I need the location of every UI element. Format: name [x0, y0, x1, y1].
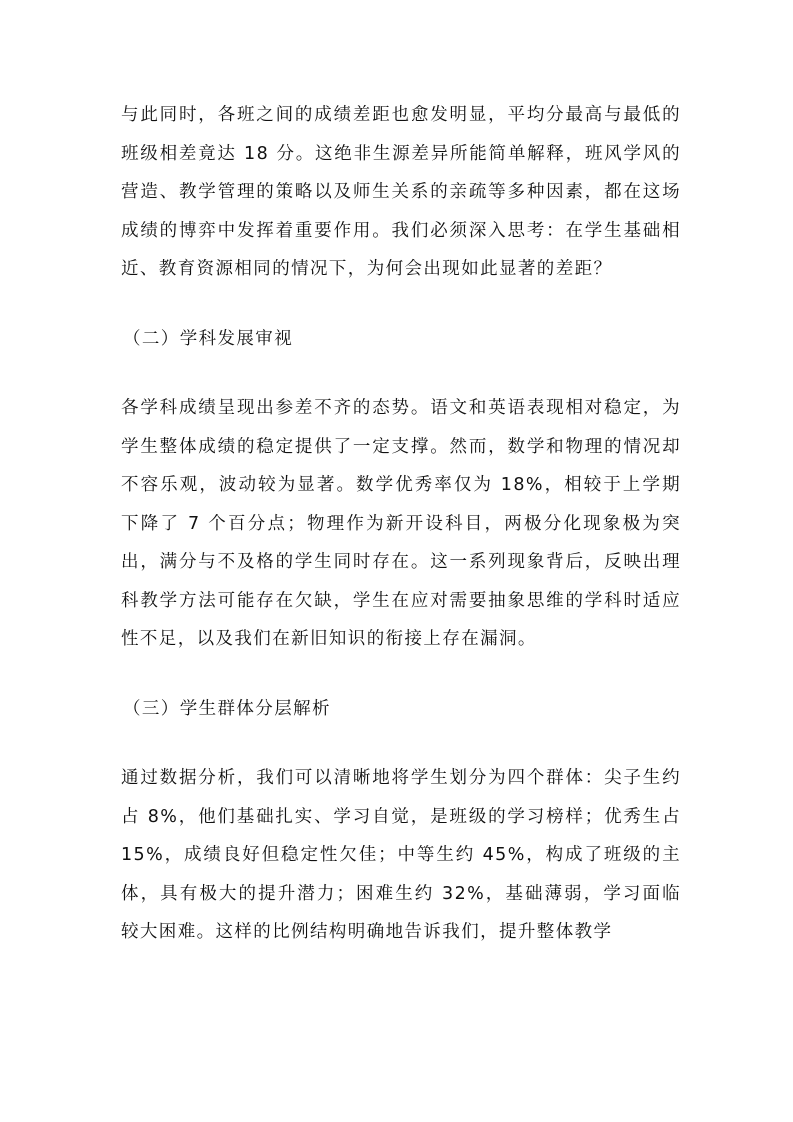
spacer [121, 659, 681, 690]
section-heading-student-groups: （三）学生群体分层解析 [123, 698, 331, 719]
document-body [121, 96, 681, 952]
paragraph-student-groups: 通过数据分析，我们可以清晰地将学生划分为四个群体：尖子生约占 8%，他们基础扎实、学习自觉，是班级的学习榜样；优秀生占 15%，成绩良好但稳定性欠佳；中等生约 45%，构成了班级的主体，具有极大的提升潜力；困难生约 32%，基础薄弱，学习面临较大困难。这样的比例结构明确地告诉我们，提升整体教学 [121, 768, 681, 942]
spacer [121, 358, 681, 389]
paragraph-class-gap: 与此同时，各班之间的成绩差距也愈发明显，平均分最高与最低的班级相差竟达 18 分。这绝非生源差异所能简单解释，班风学风的营造、教学管理的策略以及师生关系的亲疏等多种因素，都在这场成绩的博弈中发挥着重要作用。我们必须深入思考：在学生基础相近、教育资源相同的情况下，为何会出现如此显著的差距？ [121, 105, 681, 279]
section-heading-subject-review: （二）学科发展审视 [123, 328, 294, 349]
spacer [121, 728, 681, 759]
paragraph-subject-analysis: 各学科成绩呈现出参差不齐的态势。语文和英语表现相对稳定，为学生整体成绩的稳定提供了一定支撑。然而，数学和物理的情况却不容乐观，波动较为显著。数学优秀率仅为 18%，相较于上学期下降了 7 个百分点；物理作为新开设科目，两极分化现象极为突出，满分与不及格的学生同时存在。这一系列现象背后，反映出理科教学方法可能存在欠缺，学生在应对需要抽象思维的学科时适应性不足，以及我们在新旧知识的衔接上存在漏洞。 [121, 398, 681, 649]
spacer [121, 289, 681, 320]
